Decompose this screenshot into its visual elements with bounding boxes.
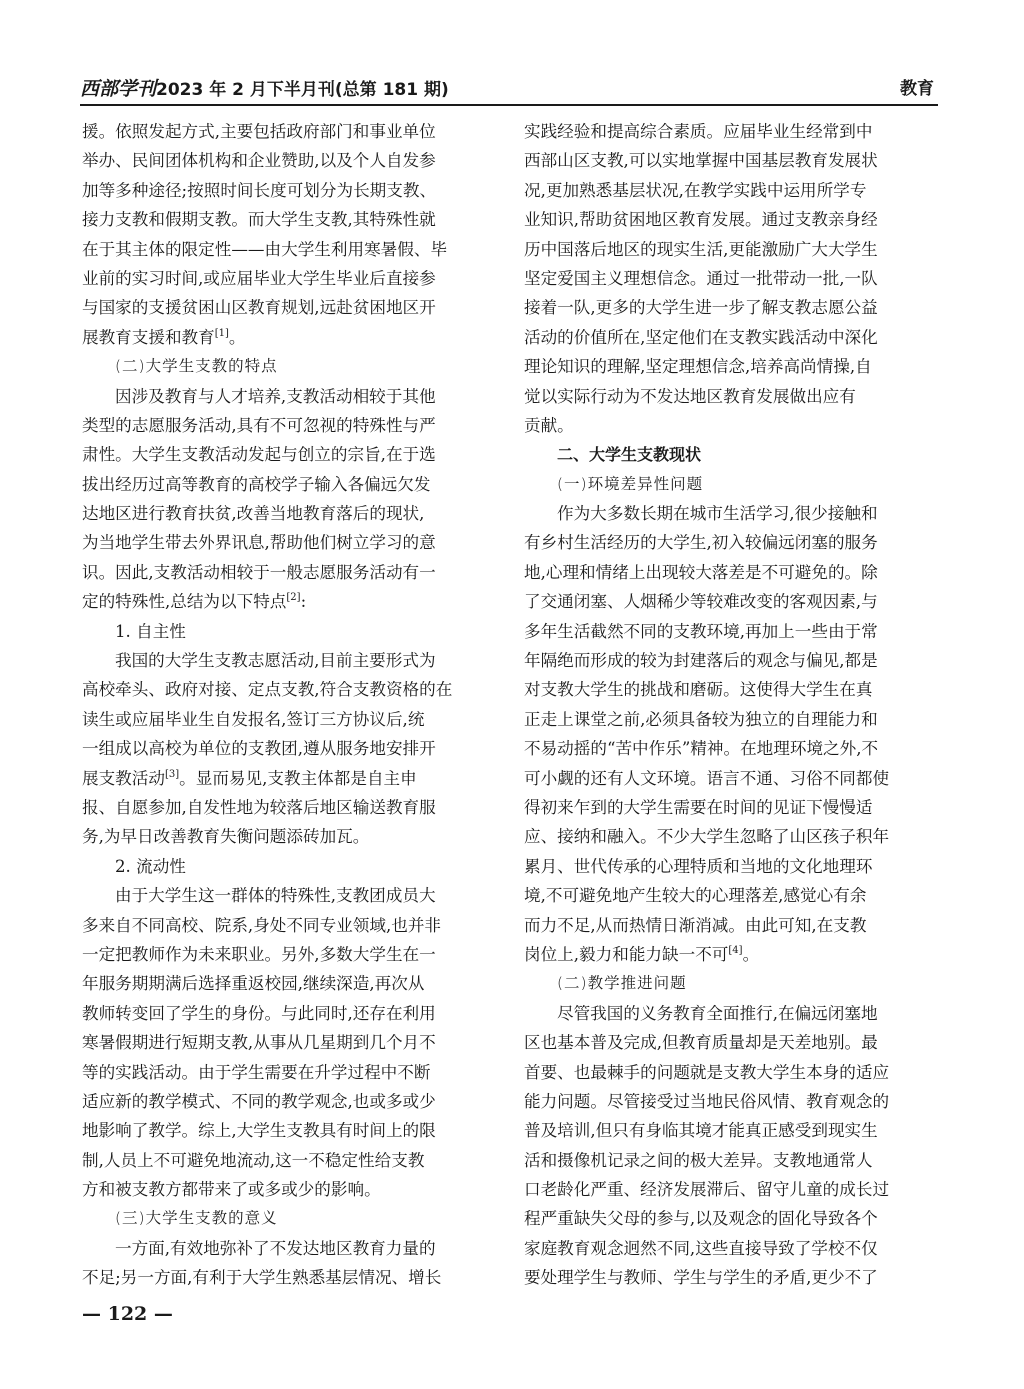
line-text: 定的特殊性,总结为以下特点 (82, 592, 287, 612)
text-line (82, 1234, 500, 1263)
line-text: 年服务期期满后选择重返校园,继续深造,再次从 (82, 974, 425, 994)
line-text: 方和被支教方都带来了或多或少的影响。 (82, 1180, 381, 1200)
citation-ref: [2] (286, 592, 301, 604)
line-text: 而力不足,从而热情日渐消减。由此可知,在支教 (524, 915, 867, 935)
text-line (82, 440, 500, 469)
line-text: 报、自愿参加,自发性地为较落后地区输送教育服 (82, 797, 436, 817)
section-label: 教育 (900, 79, 934, 99)
text-line (524, 764, 942, 793)
text-line (524, 1175, 942, 1204)
issue-info: 2023 年 2 月下半月刊(总第 181 期) (156, 80, 449, 100)
citation-ref: [3] (164, 768, 180, 780)
line-text: 业前的实习时间,或应届毕业大学生毕业后直接参 (82, 268, 436, 288)
text-line (82, 1175, 500, 1204)
line-text: 实践经验和提高综合素质。应届毕业生经常到中 (524, 122, 873, 141)
text-line (524, 940, 942, 969)
line-text: 活和摄像机记录之间的极大差异。支教地通常人 (524, 1150, 873, 1170)
text-line (82, 499, 500, 528)
line-text: 务,为早日改善教育失衡问题添砖加瓦。 (82, 827, 370, 847)
text-line (82, 1058, 500, 1087)
text-line (524, 382, 942, 411)
text-line (82, 940, 500, 969)
text-line (524, 587, 942, 616)
text-line (524, 911, 942, 940)
line-text: 接力支教和假期支教。而大学生支教,其特殊性就 (82, 210, 436, 230)
text-line (524, 264, 942, 293)
line-text: 多年生活截然不同的支教环境,再加上一些由于常 (524, 621, 878, 641)
line-text: 高校牵头、政府对接、定点支教,符合支教资格的在 (82, 680, 453, 700)
line-text: 普及培训,但只有身临其境才能真正感受到现实生 (524, 1121, 878, 1141)
text-line (82, 969, 500, 998)
text-line (524, 1204, 942, 1233)
line-text: 地,心理和情绪上出现较大落差是不可避免的。除 (524, 562, 878, 582)
text-line (82, 764, 500, 793)
text-line (82, 146, 500, 175)
text-line (524, 1234, 942, 1263)
text-line (524, 822, 942, 851)
text-line (524, 999, 942, 1028)
text-line (82, 235, 500, 264)
line-text: 一组成以高校为单位的支教团,遵从服务地安排开 (82, 739, 436, 759)
line-text: 不足;另一方面,有利于大学生熟悉基层情况、增长 (82, 1268, 442, 1288)
section-heading (524, 440, 942, 469)
line-text: 了交通闭塞、人烟稀少等较难改变的客观因素,与 (524, 592, 878, 612)
text-line (82, 1028, 500, 1057)
line-text: 得初来乍到的大学生需要在时间的见证下慢慢适 (524, 797, 873, 817)
line-text: 2. 流动性 (115, 856, 186, 876)
line-text: 家庭教育观念迥然不同,这些直接导致了学校不仅 (524, 1238, 878, 1258)
line-text: 对支教大学生的挑战和磨砺。这使得大学生在真 (524, 680, 873, 700)
line-text: 展教育支援和教育 (82, 327, 215, 347)
line-text: 因涉及教育与人才培养,支教活动相较于其他 (115, 386, 436, 406)
line-text: 可小觑的还有人文环境。语言不通、习俗不同都使 (524, 768, 890, 788)
text-line (524, 176, 942, 205)
text-line (524, 117, 942, 146)
text-line (524, 734, 942, 763)
text-line (524, 235, 942, 264)
text-line (524, 499, 942, 528)
line-text: 况,更加熟悉基层状况,在教学实践中运用所学专 (524, 180, 867, 200)
line-text: 活动的价值所在,坚定他们在支教实践活动中深化 (524, 327, 878, 347)
line-text: 要处理学生与教师、学生与学生的矛盾,更少不了 (524, 1268, 878, 1288)
text-line (82, 1146, 500, 1175)
running-header (80, 70, 938, 106)
text-line (82, 264, 500, 293)
text-line (82, 675, 500, 704)
line-text-after: 。显而易见,支教主体都是自主申 (179, 768, 417, 788)
line-text: 有乡村生活经历的大学生,初入较偏远闭塞的服务 (524, 533, 878, 553)
text-line (82, 881, 500, 910)
text-line (82, 822, 500, 851)
line-text: 作为大多数长期在城市生活学习,很少接触和 (557, 504, 878, 524)
text-line (524, 881, 942, 910)
line-text: 多来自不同高校、院系,身处不同专业领域,也并非 (82, 915, 442, 935)
text-line (82, 117, 500, 146)
line-text: 二、大学生支教现状 (557, 445, 702, 465)
line-text: 为当地学生带去外界讯息,帮助他们树立学习的意 (82, 533, 436, 553)
line-text: 不易动摇的“苦中作乐”精神。在地理环境之外,不 (524, 739, 879, 759)
line-text: 类型的志愿服务活动,具有不可忽视的特殊性与严 (82, 415, 436, 435)
line-text: 年隔绝而形成的较为封建落后的观念与偏见,都是 (524, 651, 878, 671)
line-text: 西部山区支教,可以实地掌握中国基层教育发展状 (524, 151, 878, 171)
text-line (524, 646, 942, 675)
journal-logo: 西部学刊 (80, 78, 157, 100)
line-text: 援。依照发起方式,主要包括政府部门和事业单位 (82, 122, 436, 141)
line-text: 贡献。 (524, 415, 574, 435)
line-text: (二)大学生支教的特点 (115, 357, 278, 376)
line-text: 识。因此,支教活动相较于一般志愿服务活动有一 (82, 562, 436, 582)
text-line (82, 470, 500, 499)
text-line (524, 1146, 942, 1175)
line-text: 1. 自主性 (115, 621, 186, 641)
line-text: 坚定爱国主义理想信念。通过一批带动一批,一队 (524, 268, 878, 288)
text-line (524, 793, 942, 822)
text-line (82, 911, 500, 940)
line-text: 与国家的支援贫困山区教育规划,远赴贫困地区开 (82, 298, 436, 318)
right-column (524, 117, 942, 1293)
line-text: (二)教学推进问题 (557, 974, 687, 993)
line-text: 举办、民间团体机构和企业赞助,以及个人自发参 (82, 151, 436, 171)
line-text: 肃性。大学生支教活动发起与创立的宗旨,在于选 (82, 445, 436, 465)
left-column (82, 117, 500, 1293)
text-line (82, 587, 500, 616)
text-line (524, 675, 942, 704)
text-line (524, 323, 942, 352)
text-line (82, 1087, 500, 1116)
section-heading (82, 352, 500, 381)
line-text: 在于其主体的限定性——由大学生利用寒暑假、毕 (82, 239, 448, 259)
line-text: 地影响了教学。综上,大学生支教具有时间上的限 (82, 1121, 436, 1141)
text-line (524, 852, 942, 881)
line-text: 适应新的教学模式、不同的教学观念,也或多或少 (82, 1091, 436, 1111)
text-line (524, 617, 942, 646)
text-line (82, 617, 500, 646)
line-text: 展支教活动 (82, 768, 165, 788)
text-line (82, 558, 500, 587)
text-line (82, 734, 500, 763)
line-text: 觉以实际行动为不发达地区教育发展做出应有 (524, 386, 856, 406)
line-text: 理论知识的理解,坚定理想信念,培养高尚情操,自 (524, 357, 872, 377)
line-text: (一)环境差异性问题 (557, 474, 704, 493)
text-line (524, 528, 942, 557)
line-text: 我国的大学生支教志愿活动,目前主要形式为 (115, 651, 436, 671)
journal-title (80, 74, 449, 101)
text-line (524, 1116, 942, 1145)
section-heading (524, 470, 942, 499)
line-text: (三)大学生支教的意义 (115, 1209, 278, 1228)
line-text: 首要、也最棘手的问题就是支教大学生本身的适应 (524, 1062, 890, 1082)
line-text: 岗位上,毅力和能力缺一不可 (524, 944, 729, 964)
line-text: 制,人员上不可避免地流动,这一不稳定性给支教 (82, 1150, 425, 1170)
text-line (82, 411, 500, 440)
text-line (524, 146, 942, 175)
text-line (524, 205, 942, 234)
text-line (524, 352, 942, 381)
text-line (82, 176, 500, 205)
text-line (82, 646, 500, 675)
line-text: 境,不可避免地产生较大的心理落差,感觉心有余 (524, 886, 867, 906)
text-line (82, 999, 500, 1028)
text-line (82, 382, 500, 411)
text-line (524, 1087, 942, 1116)
line-text: 一定把教师作为未来职业。另外,多数大学生在一 (82, 944, 436, 964)
line-text: 历中国落后地区的现实生活,更能激励广大大学生 (524, 239, 878, 259)
text-line (82, 705, 500, 734)
line-text: 区也基本普及完成,但教育质量却是天差地别。最 (524, 1033, 878, 1053)
citation-ref: [1] (214, 327, 229, 339)
text-line (524, 293, 942, 322)
line-text: 口老龄化严重、经济发展滞后、留守儿童的成长过 (524, 1180, 890, 1200)
text-line (82, 293, 500, 322)
text-line (524, 705, 942, 734)
line-text: 加等多种途径;按照时间长度可划分为长期支教、 (82, 180, 437, 200)
line-text: 接着一队,更多的大学生进一步了解支教志愿公益 (524, 298, 878, 318)
line-text: 应、接纳和融入。不少大学生忽略了山区孩子积年 (524, 827, 890, 847)
line-text: 累月、世代传承的心理特质和当地的文化地理环 (524, 856, 873, 876)
text-line (82, 1116, 500, 1145)
line-text: 达地区进行教育扶贫,改善当地教育落后的现状, (82, 504, 425, 524)
line-text: 教师转变回了学生的身份。与此同时,还存在利用 (82, 1003, 436, 1023)
line-text: 由于大学生这一群体的特殊性,支教团成员大 (115, 886, 436, 906)
line-text: 等的实践活动。由于学生需要在升学过程中不断 (82, 1062, 431, 1082)
text-line (524, 1028, 942, 1057)
line-text: 拔出经历过高等教育的高校学子输入各偏远欠发 (82, 474, 431, 494)
text-line (82, 793, 500, 822)
line-text: 程严重缺失父母的参与,以及观念的固化导致各个 (524, 1209, 878, 1229)
line-text: 寒暑假期进行短期支教,从事从几星期到几个月不 (82, 1033, 436, 1053)
line-text: 读生或应届毕业生自发报名,签订三方协议后,统 (82, 709, 425, 729)
line-text: 能力问题。尽管接受过当地民俗风情、教育观念的 (524, 1091, 890, 1111)
text-line (524, 411, 942, 440)
citation-ref: [4] (728, 944, 743, 956)
text-line (82, 528, 500, 557)
section-heading (82, 1204, 500, 1233)
text-line (82, 323, 500, 352)
text-line (524, 558, 942, 587)
line-text-after: : (300, 592, 307, 612)
line-text: 业知识,帮助贫困地区教育发展。通过支教亲身经 (524, 210, 878, 230)
line-text: 一方面,有效地弥补了不发达地区教育力量的 (115, 1238, 436, 1258)
page-number: — 122 — (82, 1303, 173, 1325)
text-line (82, 205, 500, 234)
text-line (524, 1263, 942, 1292)
section-heading (524, 969, 942, 998)
line-text-after: 。 (742, 944, 760, 964)
line-text: 尽管我国的义务教育全面推行,在偏远闭塞地 (557, 1003, 878, 1023)
line-text: 正走上课堂之前,必须具备较为独立的自理能力和 (524, 709, 878, 729)
text-line (524, 1058, 942, 1087)
text-line (82, 852, 500, 881)
line-text-after: 。 (228, 327, 246, 347)
text-line (82, 1263, 500, 1292)
